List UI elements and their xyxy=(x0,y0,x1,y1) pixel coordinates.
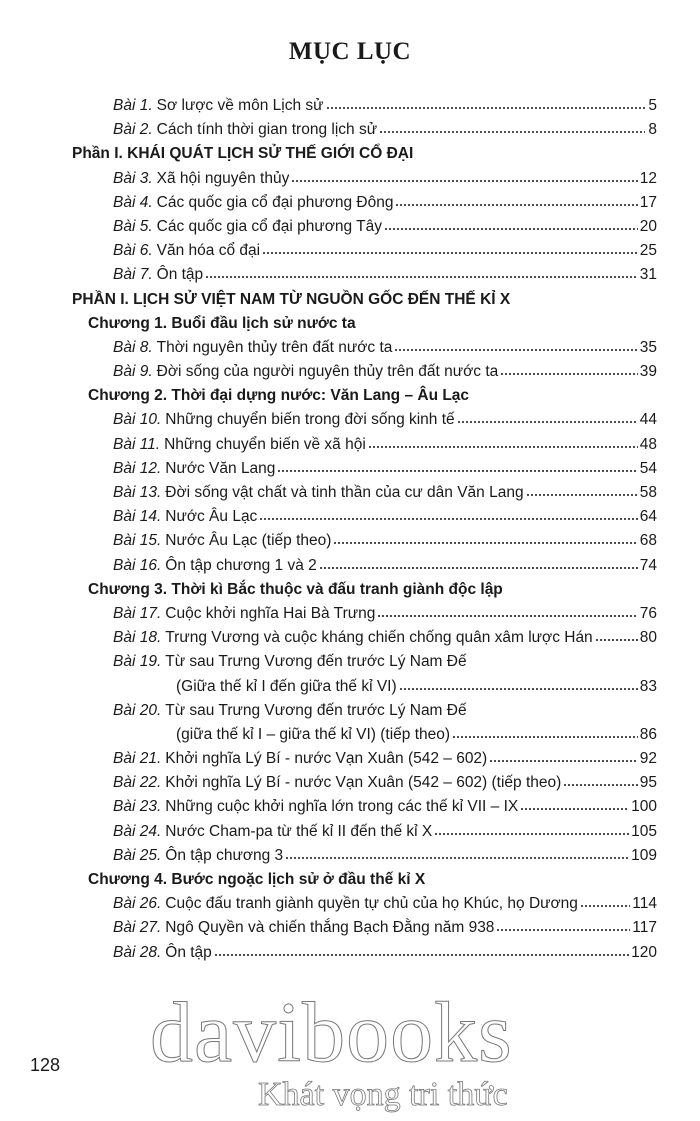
lesson-number: Bài 4. xyxy=(113,193,153,211)
toc-lesson xyxy=(0,167,700,191)
entry-title: Nước Văn Lang xyxy=(165,459,276,477)
entry-page-number: 58 xyxy=(639,484,657,501)
lesson-number: Bài 9. xyxy=(113,363,153,381)
dot-leader xyxy=(434,830,629,836)
entry-title: Ôn tập xyxy=(165,943,212,961)
entry-title: Sơ lược về môn Lịch sử xyxy=(156,97,324,114)
entry-title: Những chuyển biến về xã hội xyxy=(164,435,366,453)
entry-title: PHẦN I. LỊCH SỬ VIỆT NAM TỪ NGUỒN GỐC ĐẾN THẾ KỈ X xyxy=(72,290,511,308)
page-title: MỤC LỤC xyxy=(288,38,412,65)
entry-page-number: 39 xyxy=(639,363,657,381)
toc-lesson xyxy=(0,118,700,142)
lesson-number: Bài 28. xyxy=(113,943,162,961)
lesson-number: Bài 19. xyxy=(113,653,162,671)
entry-title: Nước Cham-pa từ thế kỉ II đến thế kỉ X xyxy=(165,822,433,840)
lesson-number: Bài 21. xyxy=(113,750,162,768)
toc-lesson xyxy=(0,699,700,723)
lesson-number: Bài 7. xyxy=(113,266,153,284)
entry-page-number: 5 xyxy=(648,97,657,114)
dot-leader xyxy=(489,757,638,763)
toc-lesson xyxy=(0,916,700,940)
entry-page-number: 114 xyxy=(632,895,657,913)
toc-lesson xyxy=(0,771,700,795)
lesson-number: Bài 23. xyxy=(113,798,162,816)
page-number: 128 xyxy=(30,1055,61,1075)
watermark-slogan: Khát vọng tri thức xyxy=(258,1076,508,1113)
dot-leader xyxy=(394,346,637,352)
toc-lesson xyxy=(0,844,700,868)
lesson-number: Bài 20. xyxy=(113,701,162,719)
toc-part-heading xyxy=(0,142,700,166)
entry-title: Cuộc khởi nghĩa Hai Bà Trưng xyxy=(165,604,376,622)
table-of-contents xyxy=(0,94,700,965)
lesson-number: Bài 1. xyxy=(113,97,153,114)
entry-title: Chương 1. Buổi đầu lịch sử nước ta xyxy=(88,314,356,332)
lesson-number: Bài 10. xyxy=(113,411,162,429)
lesson-number: Bài 26. xyxy=(113,895,162,913)
lesson-number: Bài 2. xyxy=(113,121,153,139)
entry-page-number: 31 xyxy=(639,266,657,284)
entry-title: Nước Âu Lạc (tiếp theo) xyxy=(165,532,332,550)
entry-title: Đời sống vật chất và tinh thần của cư dân Văn Lang xyxy=(165,484,524,501)
lesson-number: Bài 14. xyxy=(113,508,162,526)
entry-title: Các quốc gia cổ đại phương Đông xyxy=(156,193,394,211)
entry-title: Chương 2. Thời đại dựng nước: Văn Lang – Âu Lạc xyxy=(88,387,470,405)
toc-chapter-heading xyxy=(0,578,700,602)
dot-leader xyxy=(214,951,629,957)
entry-title: Cuộc đấu tranh giành quyền tự chủ của họ Khúc, họ Dương xyxy=(165,895,578,913)
entry-page-number: 20 xyxy=(639,217,657,235)
toc-lesson xyxy=(0,239,700,263)
toc-lesson xyxy=(0,820,700,844)
watermark-brand: davibooks xyxy=(150,984,513,1080)
entry-page-number: 68 xyxy=(639,532,657,550)
dot-leader xyxy=(333,539,637,545)
lesson-number: Bài 6. xyxy=(113,242,153,260)
dot-leader xyxy=(326,104,646,110)
dot-leader xyxy=(452,733,638,739)
entry-page-number: 95 xyxy=(639,774,657,792)
entry-title: Khởi nghĩa Lý Bí - nước Vạn Xuân (542 – 602) (tiếp theo) xyxy=(165,774,562,792)
entry-page-number: 35 xyxy=(639,338,657,356)
entry-title: Ôn tập xyxy=(156,266,204,284)
entry-title: (giữa thế kỉ I – giữa thế kỉ VI) (tiếp theo) xyxy=(176,725,451,743)
toc-lesson xyxy=(0,626,700,650)
entry-page-number: 74 xyxy=(639,556,657,574)
entry-page-number: 105 xyxy=(631,822,657,840)
lesson-number: Bài 11. xyxy=(113,435,161,453)
dot-leader xyxy=(384,225,638,231)
dot-leader xyxy=(377,612,637,618)
dot-leader xyxy=(259,515,637,521)
lesson-number: Bài 22. xyxy=(113,774,162,792)
toc-lesson xyxy=(0,94,700,118)
dot-leader xyxy=(457,418,638,424)
entry-title: Nước Âu Lạc xyxy=(165,508,258,526)
toc-lesson xyxy=(0,941,700,965)
lesson-number: Bài 5. xyxy=(113,217,153,235)
dot-leader xyxy=(285,854,629,860)
toc-lesson xyxy=(0,263,700,287)
toc-lesson xyxy=(0,795,700,819)
dot-leader xyxy=(262,249,638,255)
toc-lesson xyxy=(0,457,700,481)
lesson-number: Bài 13. xyxy=(113,484,162,501)
toc-lesson xyxy=(0,408,700,432)
entry-title: Ôn tập chương 3 xyxy=(165,846,284,864)
lesson-number: Bài 27. xyxy=(113,919,162,937)
dot-leader xyxy=(496,926,630,932)
dot-leader xyxy=(595,636,638,642)
entry-page-number: 100 xyxy=(631,798,657,816)
entry-page-number: 17 xyxy=(639,193,657,211)
entry-title: Những chuyển biến trong đời sống kinh tế xyxy=(165,411,455,429)
entry-title: Từ sau Trưng Vương đến trước Lý Nam Đế xyxy=(165,701,467,719)
lesson-number: Bài 12. xyxy=(113,459,162,477)
entry-title: Văn hóa cổ đại xyxy=(156,242,261,260)
entry-page-number: 86 xyxy=(639,725,657,743)
toc-lesson xyxy=(0,505,700,529)
entry-page-number: 12 xyxy=(639,169,657,187)
entry-title: Thời nguyên thủy trên đất nước ta xyxy=(156,338,393,356)
entry-title: Khởi nghĩa Lý Bí - nước Vạn Xuân (542 – 602) xyxy=(165,750,488,768)
entry-title: (Giữa thế kỉ I đến giữa thế kỉ VI) xyxy=(176,677,397,695)
toc-lesson xyxy=(0,892,700,916)
entry-title: Trưng Vương và cuộc kháng chiến chống quân xâm lược Hán xyxy=(165,629,593,647)
entry-page-number: 44 xyxy=(639,411,657,429)
entry-page-number: 117 xyxy=(632,919,657,937)
entry-title: Chương 3. Thời kì Bắc thuộc và đấu tranh giành độc lập xyxy=(88,580,503,598)
entry-page-number: 8 xyxy=(648,121,657,139)
entry-title: Chương 4. Bước ngoặc lịch sử ở đầu thế kỉ X xyxy=(88,871,426,888)
dot-leader xyxy=(205,273,638,279)
lesson-number: Bài 24. xyxy=(113,822,162,840)
toc-chapter-heading xyxy=(0,384,700,408)
entry-page-number: 76 xyxy=(639,604,657,622)
toc-lesson xyxy=(0,481,700,505)
entry-page-number: 109 xyxy=(631,846,657,864)
lesson-number: Bài 16. xyxy=(113,556,162,574)
toc-lesson-continuation xyxy=(0,675,700,699)
entry-title: Ôn tập chương 1 và 2 xyxy=(165,556,317,574)
entry-page-number: 54 xyxy=(639,459,657,477)
dot-leader xyxy=(399,685,638,691)
toc-chapter-heading xyxy=(0,868,700,892)
lesson-number: Bài 3. xyxy=(113,169,153,187)
lesson-number: Bài 8. xyxy=(113,338,153,356)
entry-page-number: 25 xyxy=(639,242,657,260)
dot-leader xyxy=(291,177,637,183)
dot-leader xyxy=(368,443,638,449)
toc-chapter-heading xyxy=(0,312,700,336)
entry-page-number: 48 xyxy=(639,435,657,453)
dot-leader xyxy=(526,491,638,497)
toc-lesson-continuation xyxy=(0,723,700,747)
lesson-number: Bài 15. xyxy=(113,532,162,550)
dot-leader xyxy=(319,564,638,570)
entry-title: Từ sau Trưng Vương đến trước Lý Nam Đế xyxy=(165,653,467,671)
toc-lesson xyxy=(0,336,700,360)
entry-title: Các quốc gia cổ đại phương Tây xyxy=(156,217,382,235)
toc-lesson xyxy=(0,747,700,771)
entry-page-number: 80 xyxy=(639,629,657,647)
entry-page-number: 120 xyxy=(631,943,657,961)
entry-title: Xã hội nguyên thủy xyxy=(156,169,290,187)
toc-lesson xyxy=(0,215,700,239)
lesson-number: Bài 25. xyxy=(113,846,162,864)
entry-title: Phần I. KHÁI QUÁT LỊCH SỬ THẾ GIỚI CỔ ĐẠI xyxy=(72,145,414,163)
entry-title: Những cuộc khởi nghĩa lớn trong các thế kỉ VII – IX xyxy=(165,798,519,816)
entry-page-number: 83 xyxy=(639,677,657,695)
dot-leader xyxy=(277,467,637,473)
entry-page-number: 92 xyxy=(639,750,657,768)
dot-leader xyxy=(580,902,630,908)
toc-part-heading xyxy=(0,288,700,312)
toc-lesson xyxy=(0,360,700,384)
lesson-number: Bài 18. xyxy=(113,629,162,647)
dot-leader xyxy=(379,128,645,134)
entry-title: Đời sống của người nguyên thủy trên đất nước ta xyxy=(156,363,499,381)
dot-leader xyxy=(395,201,637,207)
entry-page-number: 64 xyxy=(639,508,657,526)
entry-title: Cách tính thời gian trong lịch sử xyxy=(156,121,378,139)
dot-leader xyxy=(500,370,637,376)
toc-lesson xyxy=(0,554,700,578)
toc-lesson xyxy=(0,650,700,674)
toc-lesson xyxy=(0,602,700,626)
toc-lesson xyxy=(0,191,700,215)
lesson-number: Bài 17. xyxy=(113,604,162,622)
toc-lesson xyxy=(0,433,700,457)
dot-leader xyxy=(563,781,637,787)
dot-leader xyxy=(520,805,629,811)
entry-title: Ngô Quyền và chiến thắng Bạch Đằng năm 938 xyxy=(165,919,495,937)
toc-lesson xyxy=(0,529,700,553)
